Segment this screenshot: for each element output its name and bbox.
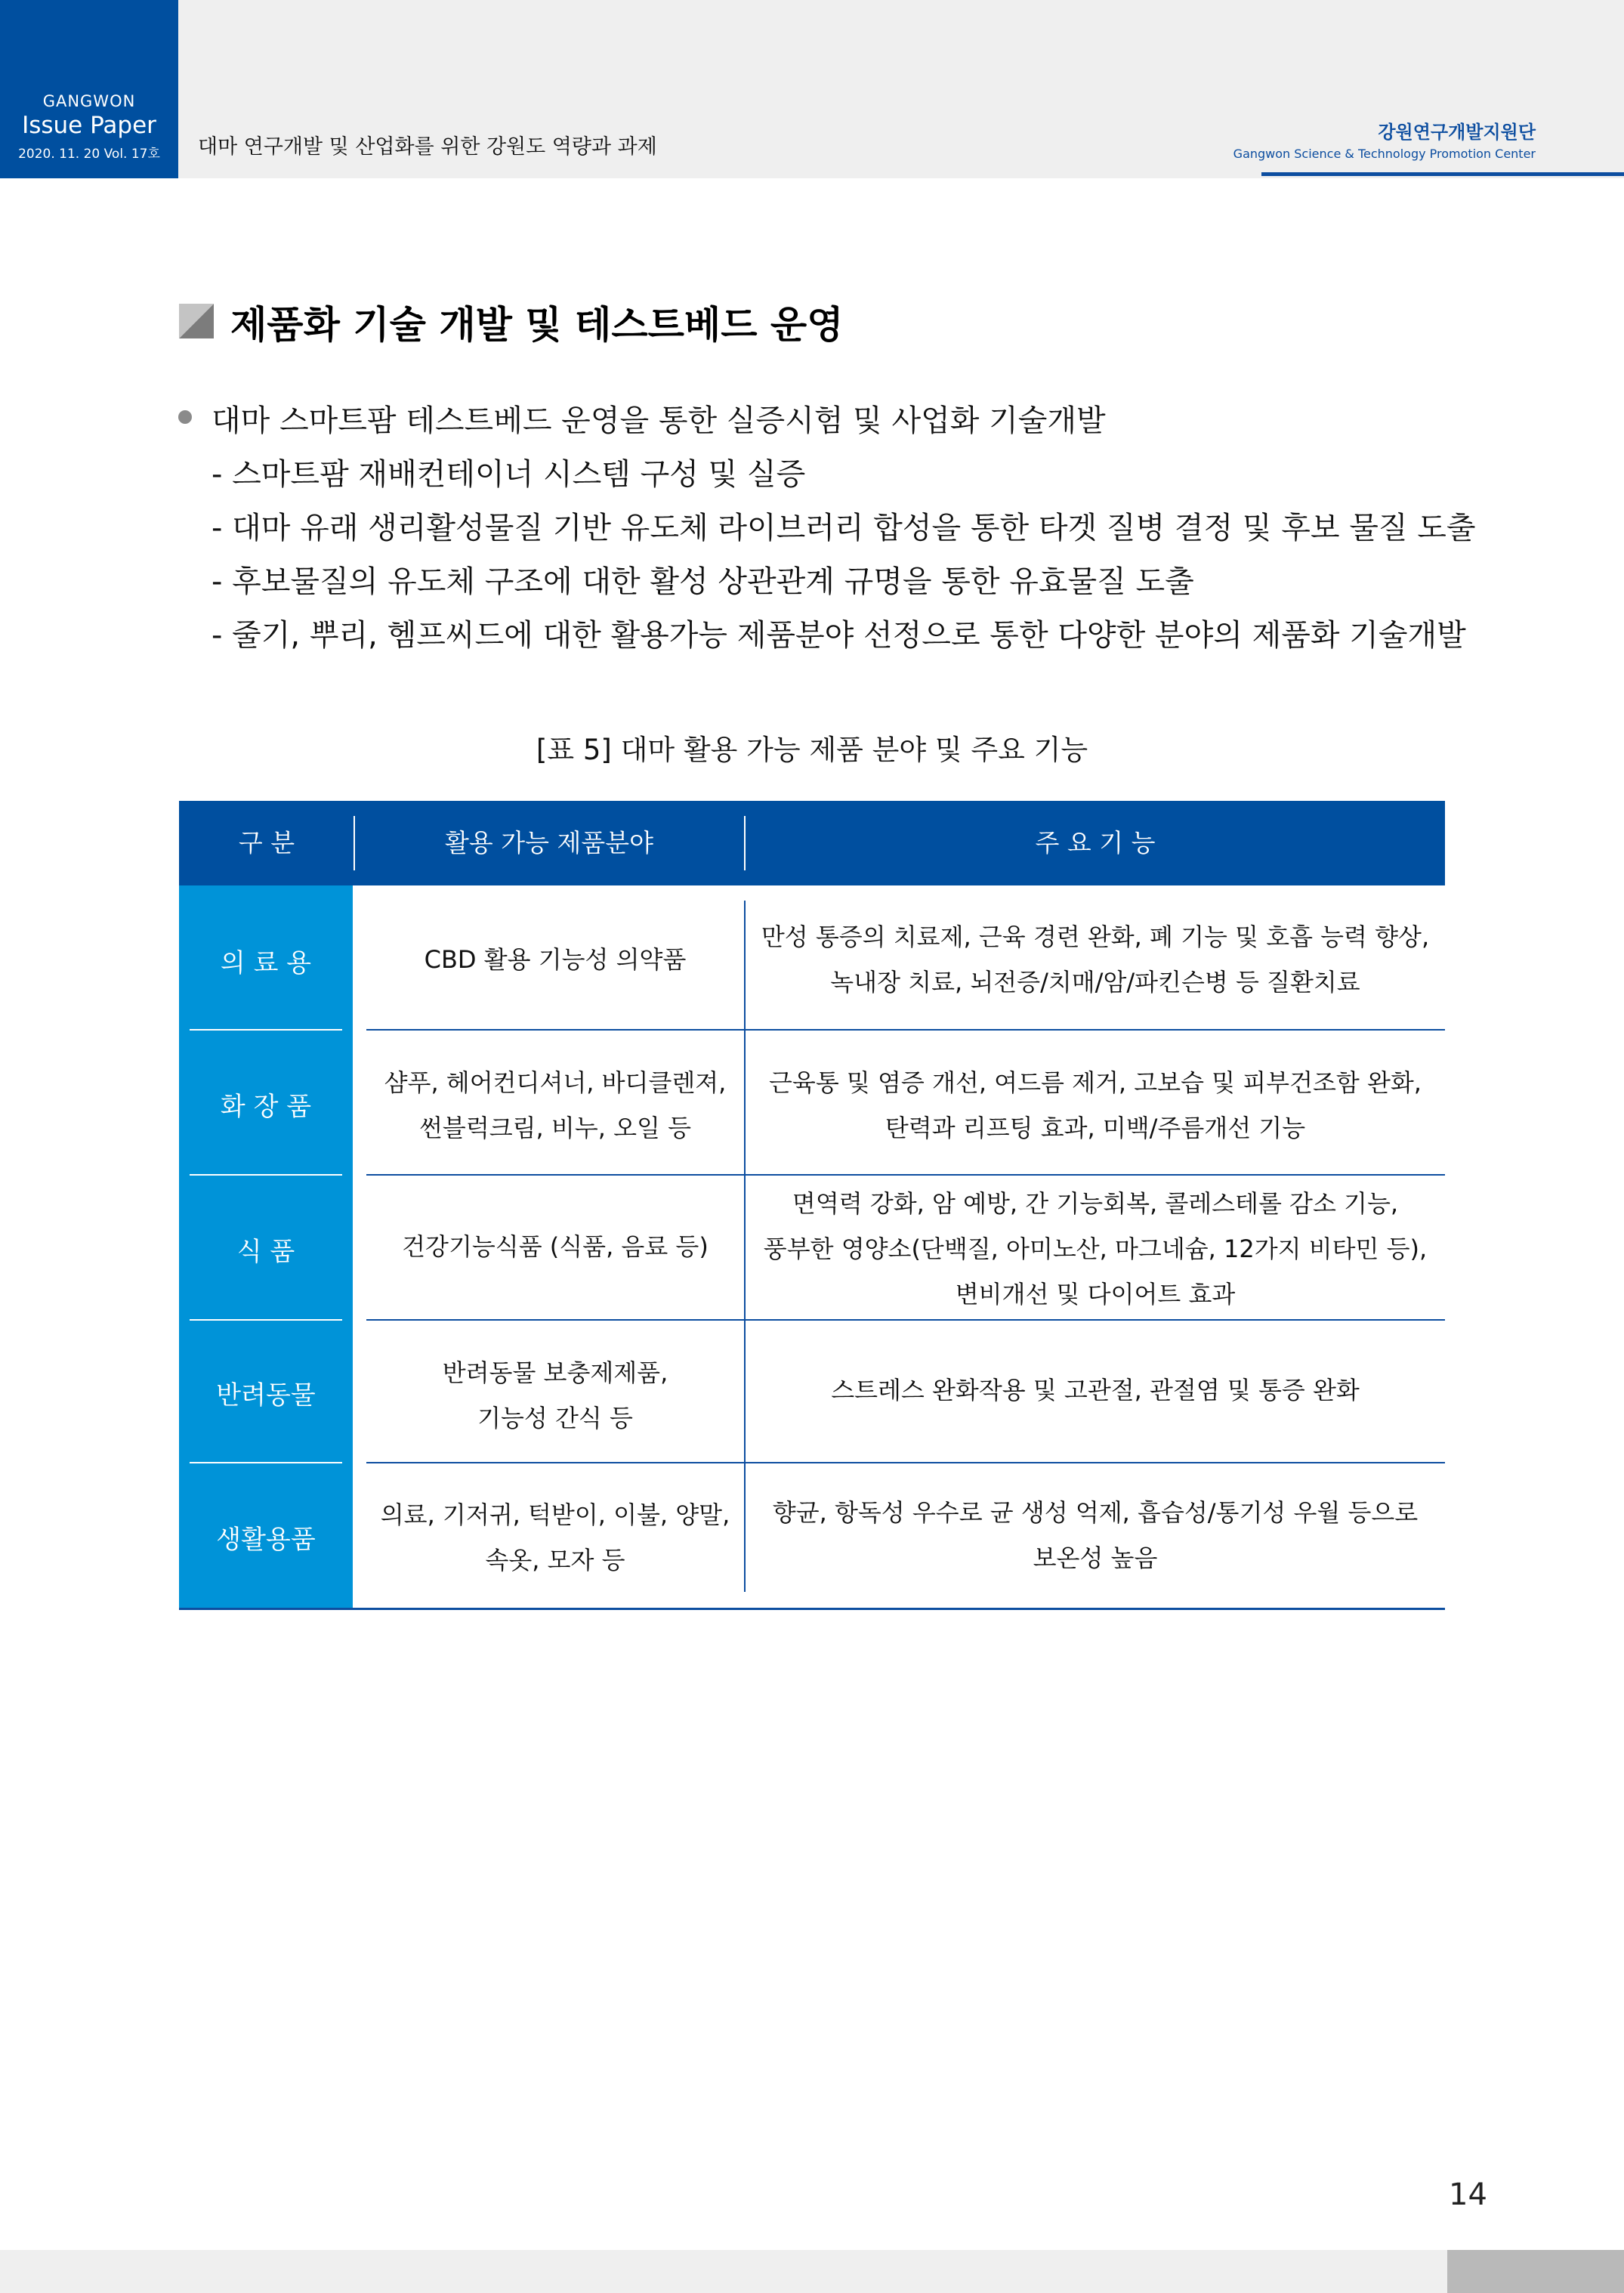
table-cell-functions: 스트레스 완화작용 및 고관절, 관절염 및 통증 완화: [831, 1376, 1360, 1405]
row-divider: [366, 1174, 1445, 1176]
section-title: 제품화 기술 개발 및 테스트베드 운영: [230, 303, 844, 347]
bullet-dot-icon: [178, 410, 192, 424]
brand-date-volume: 2020. 11. 20 Vol. 17호: [18, 147, 160, 162]
sub-item: - 스마트팜 재배컨테이너 시스템 구성 및 실증: [211, 457, 806, 492]
table-cell-products: CBD 활용 기능성 의약품: [424, 945, 687, 974]
row-divider: [190, 1174, 342, 1176]
table-header-cell-functions: 주 요 기 능: [1035, 828, 1156, 858]
category-cell: 식 품: [236, 1237, 295, 1267]
table-caption: [표 5] 대마 활용 가능 제품 분야 및 주요 기능: [536, 734, 1088, 766]
table-cell-functions: 근육통 및 염증 개선, 여드름 제거, 고보습 및 피부건조함 완화, 탄력과 리프팅 효과, 미백/주름개선 기능: [769, 1068, 1422, 1142]
table-header-cell-category: 구 분: [238, 828, 295, 858]
brand-gangwon: GANGWON: [42, 92, 136, 110]
footer-page-tab: [1447, 2250, 1624, 2293]
table-cell-products: 건강기능식품 (식품, 음료 등): [402, 1232, 709, 1261]
table-cell-products: 반려동물 보충제제품, 기능성 간식 등: [442, 1358, 668, 1432]
category-cell: 화 장 품: [220, 1092, 312, 1122]
footer-band: [0, 2250, 1447, 2293]
row-divider: [366, 1462, 1445, 1463]
table-cell-functions: 향균, 항독성 우수로 균 생성 억제, 흡습성/통기성 우월 등으로 보온성 높음: [772, 1498, 1419, 1572]
row-divider: [190, 1319, 342, 1321]
org-name-english: Gangwon Science & Technology Promotion Center: [1233, 147, 1536, 161]
row-divider: [366, 1319, 1445, 1321]
sub-item: - 줄기, 뿌리, 헴프씨드에 대한 활용가능 제품분야 선정으로 통한 다양한 분야의 제품화 기술개발: [211, 618, 1466, 653]
category-cell: 의 료 용: [220, 948, 312, 978]
header-accent-line: [1261, 172, 1624, 176]
bullet-main-text: 대마 스마트팜 테스트베드 운영을 통한 실증시험 및 사업화 기술개발: [211, 403, 1106, 438]
category-cell: 반려동물: [216, 1380, 316, 1411]
org-name-korean: 강원연구개발지원단: [1378, 122, 1536, 143]
sub-item: - 후보물질의 유도체 구조에 대한 활성 상관관계 규명을 통한 유효물질 도출: [211, 564, 1194, 599]
table-cell-functions: 면역력 강화, 암 예방, 간 기능회복, 콜레스테롤 감소 기능, 풍부한 영양소(단백질, 아미노산, 마그네슘, 12가지 비타민 등), 변비개선 및 다이어트 효과: [763, 1189, 1428, 1309]
category-cell: 생활용품: [216, 1525, 316, 1555]
sub-item: - 대마 유래 생리활성물질 기반 유도체 라이브러리 합성을 통한 타겟 질병 결정 및 후보 물질 도출: [211, 511, 1476, 545]
row-divider: [190, 1462, 342, 1463]
table-cell-products: 의료, 기저귀, 턱받이, 이불, 양말, 속옷, 모자 등: [380, 1500, 730, 1575]
row-divider: [190, 1029, 342, 1031]
table-header: [179, 801, 1445, 885]
brand-issue-paper: Issue Paper: [22, 112, 156, 139]
table-header-cell-products: 활용 가능 제품분야: [444, 828, 653, 858]
brand-logo-block: [0, 0, 178, 178]
header-title: 대마 연구개발 및 산업화를 위한 강원도 역량과 과제: [198, 135, 657, 159]
table-bottom-rule: [179, 1608, 1445, 1610]
row-divider: [366, 1029, 1445, 1031]
table-cell-functions: 만성 통증의 치료제, 근육 경련 완화, 폐 기능 및 호흡 능력 향상, 녹내장 치료, 뇌전증/치매/암/파킨슨병 등 질환치료: [761, 922, 1430, 997]
page-number: 14: [1449, 2177, 1487, 2212]
section-square-icon: [179, 304, 214, 338]
table-cell-products: 샴푸, 헤어컨디셔너, 바디클렌져, 썬블럭크림, 비누, 오일 등: [384, 1068, 727, 1142]
